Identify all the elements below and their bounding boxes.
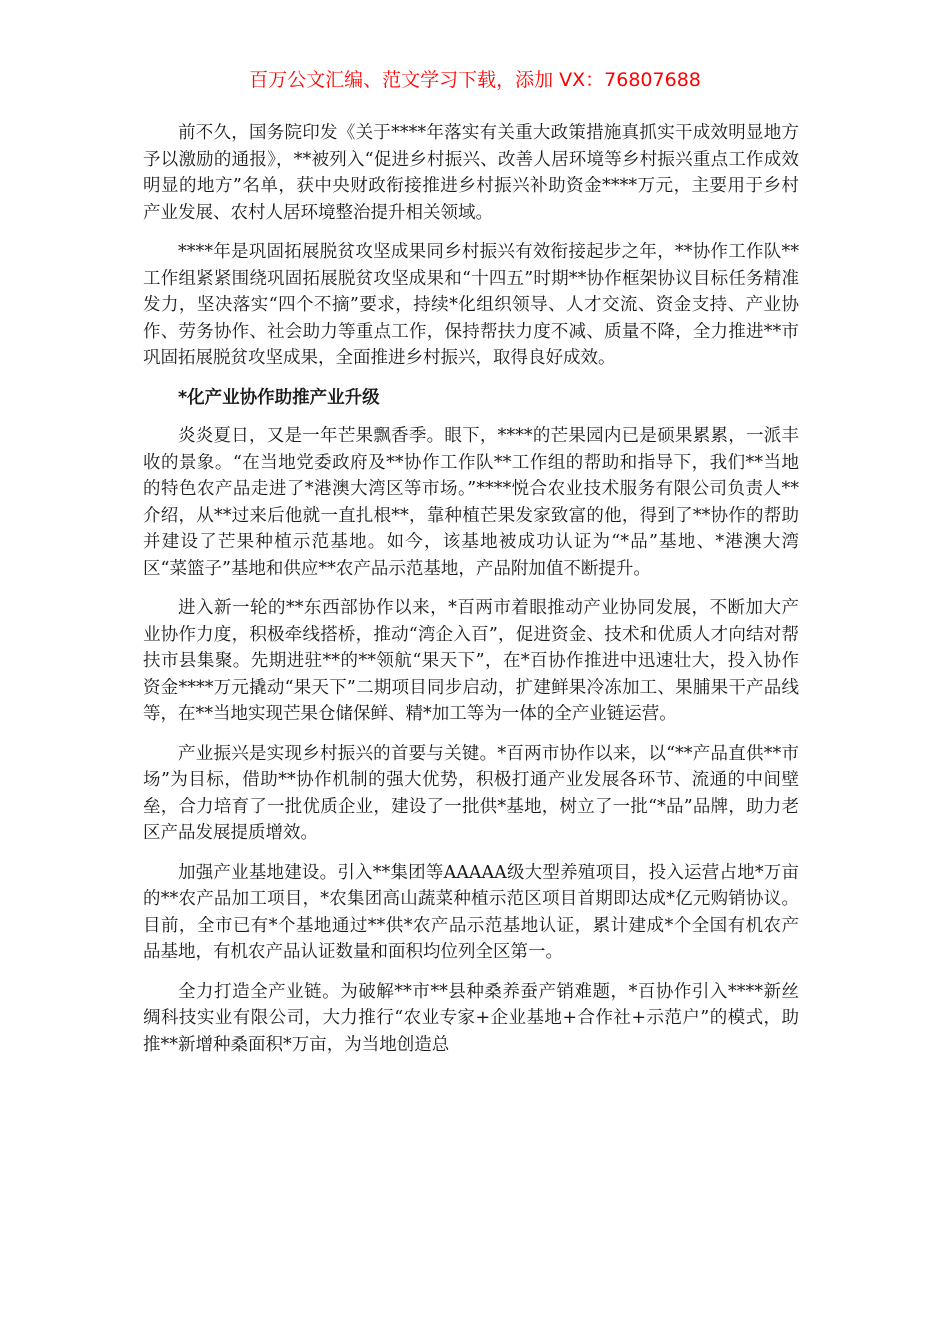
paragraph: ****年是巩固拓展脱贫攻坚成果同乡村振兴有效衔接起步之年，**协作工作队**工作组紧紧围绕巩固拓展脱贫攻坚成果和“十四五”时期**协作框架协议目标任务精准发力，坚决落实“四个不摘”要求，持续*化组织领导、人才交流、资金支持、产业协作、劳务协作、社会助力等重点工作，保持帮扶力度不减、质量不降，全力推进**市巩固拓展脱贫攻坚成果，全面推进乡村振兴，取得良好成效。 <box>143 242 799 368</box>
paragraph: 产业振兴是实现乡村振兴的首要与关键。*百两市协作以来，以“**产品直供**市场”为目标，借助**协作机制的强大优势，积极打通产业发展各环节、流通的中间壁垒，合力培育了一批优质企业，建设了一批供*基地，树立了一批“*品”品牌，助力老区产品发展提质增效。 <box>143 743 799 843</box>
paragraph: 全力打造全产业链。为破解**市**县种桑养蚕产销难题，*百协作引入****新丝绸科技实业有限公司，大力推行“农业专家+企业基地+合作社+示范户”的模式，助推**新增种桑面积*万亩，为当地创造总 <box>143 981 799 1055</box>
paragraph: 加强产业基地建设。引入**集团等AAAAA级大型养殖项目，投入运营占地*万亩的**农产品加工项目，*农集团高山蔬菜种植示范区项目首期即达成*亿元购销协议。目前，全市已有*个基地通过**供*农产品示范基地认证，累计建成*个全国有机农产品基地，有机农产品认证数量和面积均位列全区第一。 <box>143 862 799 962</box>
paragraph: 炎炎夏日，又是一年芒果飘香季。眼下，****的芒果园内已是硕果累累，一派丰收的景象。“在当地党委政府及**协作工作队**工作组的帮助和指导下，我们**当地的特色农产品走进了*港澳大湾区等市场。”****悦合农业技术服务有限公司负责人**介绍，从**过来后他就一直扎根**，靠种植芒果发家致富的他，得到了**协作的帮助并建设了芒果种植示范基地。如今，该基地被成功认证为“*品”基地、*港澳大湾区“菜篮子”基地和供应**农产品示范基地，产品附加值不断提升。 <box>143 426 799 579</box>
watermark-banner: 百万公文汇编、范文学习下载，添加 VX：76807688 <box>249 69 701 91</box>
paragraph: 前不久，国务院印发《关于****年落实有关重大政策措施真抓实干成效明显地方予以激励的通报》，**被列入“促进乡村振兴、改善人居环境等乡村振兴重点工作成效明显的地方”名单，获中央财政衔接推进乡村振兴补助资金****万元，主要用于乡村产业发展、农村人居环境整治提升相关领域。 <box>143 123 799 223</box>
section-heading: *化产业协作助推产业升级 <box>178 387 380 408</box>
paragraph: 进入新一轮的**东西部协作以来，*百两市着眼推动产业协同发展，不断加大产业协作力度，积极牵线搭桥，推动“湾企入百”，促进资金、技术和优质人才向结对帮扶市县集聚。先期进驻**的**领航“果天下”，在*百协作推进中迅速壮大，投入协作资金****万元撬动“果天下”二期项目同步启动，扩建鲜果冷冻加工、果脯果干产品线等，在**当地实现芒果仓储保鲜、精*加工等为一体的全产业链运营。 <box>143 598 799 724</box>
document-body <box>143 120 799 1071</box>
